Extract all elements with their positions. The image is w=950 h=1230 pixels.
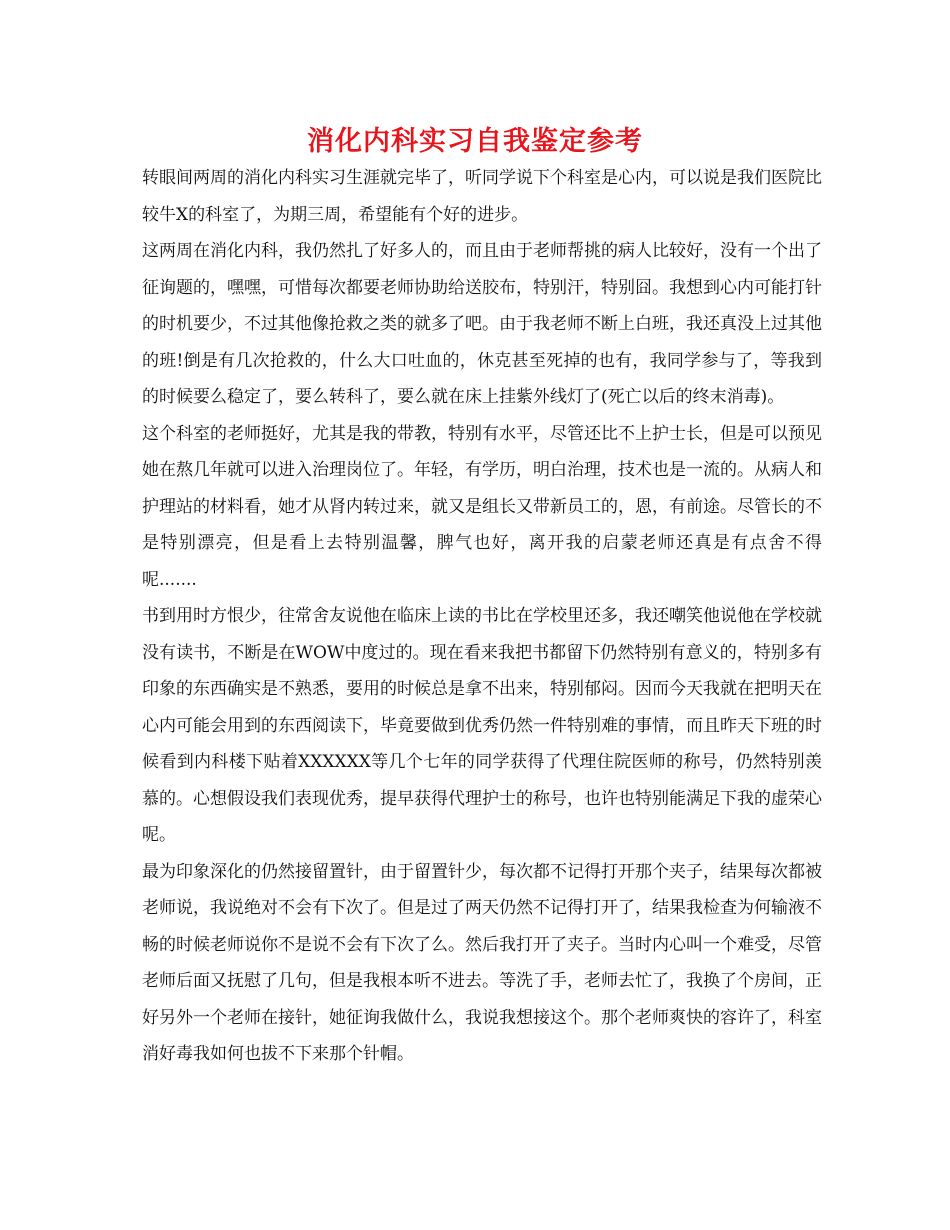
- paragraph-3: 这个科室的老师挺好，尤其是我的带教，特别有水平，尽管还比不上护士长，但是可以预见她在熬几年就可以进入治理岗位了。年轻，有学历，明白治理，技术也是一流的。从病人和护理站的材料看，她才从肾内转过来，就又是组长又带新员工的，恩，有前途。尽管长的不是特别漂亮，但是看上去特别温馨，脾气也好，离开我的启蒙老师还真是有点舍不得呢.......: [142, 423, 822, 590]
- paragraph-1: 转眼间两周的消化内科实习生涯就完毕了，听同学说下个科室是心内，可以说是我们医院比较牛X的科室了，为期三周，希望能有个好的进步。: [142, 168, 822, 225]
- paragraph-5: 最为印象深化的仍然接留置针，由于留置针少，每次都不记得打开那个夹子，结果每次都被老师说，我说绝对不会有下次了。但是过了两天仍然不记得打开了，结果我检查为何输液不畅的时候老师说你不是说不会有下次了么。然后我打开了夹子。当时内心叫一个难受，尽管老师后面又抚慰了几句，但是我根本听不进去。等洗了手，老师去忙了，我换了个房间，正好另外一个老师在接针，她征询我做什么，我说我想接这个。那个老师爽快的容许了，科室消好毒我如何也拔不下来那个针帽。: [142, 861, 822, 1064]
- paragraph-2: 这两周在消化内科，我仍然扎了好多人的，而且由于老师帮挑的病人比较好，没有一个出了征询题的，嘿嘿，可惜每次都要老师协助给送胶布，特别汗，特别囧。我想到心内可能打针的时机要少，不过其他像抢救之类的就多了吧。由于我老师不断上白班，我还真没上过其他的班!倒是有几次抢救的，什么大口吐血的，休克甚至死掉的也有，我同学参与了，等我到的时候要么稳定了，要么转科了，要么就在床上挂紫外线灯了(死亡以后的终末消毒)。: [142, 241, 822, 407]
- document-body: [142, 160, 822, 1073]
- paragraph-4: 书到用时方恨少，往常舍友说他在临床上读的书比在学校里还多，我还嘲笑他说他在学校就没有读书，不断是在WOW中度过的。现在看来我把书都留下仍然特别有意义的，特别多有印象的东西确实是不熟悉，要用的时候总是拿不出来，特别郁闷。因而今天我就在把明天在心内可能会用到的东西阅读下，毕竟要做到优秀仍然一件特别难的事情，而且昨天下班的时候看到内科楼下贴着XXXXXX等几个七年的同学获得了代理住院医师的称号，仍然特别羡慕的。心想假设我们表现优秀，提早获得代理护士的称号，也许也特别能满足下我的虚荣心呢。: [142, 606, 822, 845]
- page-title: 消化内科实习自我鉴定参考: [307, 126, 643, 157]
